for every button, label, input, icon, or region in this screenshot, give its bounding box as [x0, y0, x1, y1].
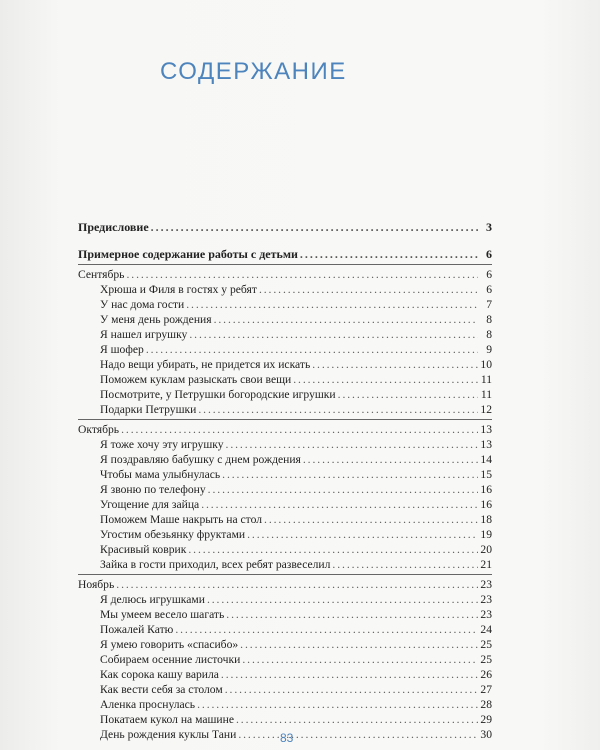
toc-entry [78, 452, 492, 467]
toc-entry [78, 557, 492, 572]
dot-leader [126, 267, 478, 282]
toc-entry-page: 12 [480, 403, 492, 416]
dot-leader [259, 282, 478, 297]
toc-sections [78, 267, 492, 742]
dot-leader [151, 220, 478, 235]
dot-leader [121, 422, 478, 437]
toc-entry [78, 467, 492, 482]
dot-leader [300, 247, 478, 262]
toc-entry [78, 387, 492, 402]
toc-entry [78, 712, 492, 727]
dot-leader [201, 497, 478, 512]
toc-entry-page: 25 [480, 653, 492, 666]
toc-entry [78, 697, 492, 712]
toc-entry-text: Угощение для зайца [100, 498, 200, 511]
toc-entry-page: 11 [480, 373, 492, 386]
toc-entry-text: Собираем осенние листочки [100, 653, 241, 666]
dot-leader [207, 592, 478, 607]
toc-entry-text: Надо вещи убирать, не придется их искать [100, 358, 311, 371]
dot-leader [146, 342, 478, 357]
toc-entry [78, 297, 492, 312]
toc-entry [78, 327, 492, 342]
toc-entry-page: 6 [486, 283, 492, 296]
dot-leader [338, 387, 478, 402]
dot-leader [188, 542, 478, 557]
toc-entry-page: 3 [486, 220, 492, 234]
dot-leader [264, 512, 478, 527]
dot-leader [332, 557, 478, 572]
toc-entry-text: Поможем Маше накрыть на стол [100, 513, 263, 526]
toc-entry-preface [78, 220, 492, 235]
toc-entry [78, 682, 492, 697]
toc-entry-page: 29 [480, 713, 492, 726]
toc-entry [78, 482, 492, 497]
toc-entry [78, 497, 492, 512]
toc-entry [78, 667, 492, 682]
toc-entry-text: Покатаем кукол на машине [100, 713, 234, 726]
toc-entry-page: 26 [480, 668, 492, 681]
dot-leader [240, 637, 478, 652]
dot-leader [221, 667, 478, 682]
page-title: СОДЕРЖАНИЕ [160, 58, 347, 85]
toc-entry-page: 13 [480, 423, 492, 436]
toc-entry-page: 27 [480, 683, 492, 696]
dot-leader [208, 482, 478, 497]
dot-leader [214, 312, 478, 327]
toc-entry [78, 312, 492, 327]
toc-section-heading [78, 422, 492, 437]
toc-entry-page: 7 [486, 298, 492, 311]
toc-entry-text: Мы умеем весело шагать [100, 608, 225, 621]
toc-entry-text: Хрюша и Филя в гостях у ребят [100, 283, 257, 296]
toc-section-heading [78, 267, 492, 282]
dot-leader [198, 402, 478, 417]
toc-entry [78, 512, 492, 527]
toc-entry-text: Пожалей Катю [100, 623, 174, 636]
toc-entry [78, 652, 492, 667]
dot-leader [116, 577, 478, 592]
toc-entry [78, 592, 492, 607]
toc-entry-text: Предисловие [78, 220, 149, 234]
toc-entry-text: Чтобы мама улыбнулась [100, 468, 221, 481]
toc-entry-page: 10 [480, 358, 492, 371]
dot-leader [186, 297, 478, 312]
toc-entry-text: Я умею говорить «спасибо» [100, 638, 239, 651]
divider [78, 574, 492, 575]
toc-entry-text: Аленка проснулась [100, 698, 196, 711]
toc-entry [78, 527, 492, 542]
toc-entry-page: 20 [480, 543, 492, 556]
divider [78, 419, 492, 420]
toc-entry-page: 23 [480, 593, 492, 606]
toc-entry-main-content [78, 247, 492, 262]
dot-leader [236, 712, 478, 727]
toc-entry-text: У нас дома гости [100, 298, 185, 311]
dot-leader [293, 372, 478, 387]
toc-entry-page: 23 [480, 608, 492, 621]
toc-entry-page: 13 [480, 438, 492, 451]
toc-entry-text: Угостим обезьянку фруктами [100, 528, 246, 541]
toc-entry-text: Подарки Петрушки [100, 403, 197, 416]
toc-entry [78, 282, 492, 297]
toc-entry-text: Я поздравляю бабушку с днем рождения [100, 453, 301, 466]
toc-entry-page: 16 [480, 498, 492, 511]
toc-entry [78, 372, 492, 387]
dot-leader [242, 652, 478, 667]
toc-entry-page: 21 [480, 558, 492, 571]
toc-entry-page: 24 [480, 623, 492, 636]
toc-entry-text: Я звоню по телефону [100, 483, 206, 496]
dot-leader [225, 682, 478, 697]
toc-entry-text: Октябрь [78, 423, 120, 436]
page-number: 83 [280, 731, 294, 745]
toc-entry-page: 8 [486, 313, 492, 326]
toc-entry-page: 6 [486, 268, 492, 281]
dot-leader [226, 437, 478, 452]
toc-entry-page: 15 [480, 468, 492, 481]
toc-entry [78, 622, 492, 637]
toc-entry-page: 19 [480, 528, 492, 541]
dot-leader [238, 727, 478, 742]
dot-leader [247, 527, 478, 542]
toc-entry-text: У меня день рождения [100, 313, 212, 326]
toc-entry-text: Я шофер [100, 343, 144, 356]
toc-section-heading [78, 577, 492, 592]
toc-entry-text: Сентябрь [78, 268, 125, 281]
toc-entry-page: 18 [480, 513, 492, 526]
dot-leader [222, 467, 478, 482]
toc-entry [78, 637, 492, 652]
toc-entry-text: Я нашел игрушку [100, 328, 188, 341]
toc-entry-page: 8 [486, 328, 492, 341]
table-of-contents [78, 220, 492, 742]
dot-leader [312, 357, 478, 372]
toc-entry [78, 607, 492, 622]
toc-entry-text: Как сорока кашу варила [100, 668, 219, 681]
toc-entry-page: 14 [480, 453, 492, 466]
toc-entry-page: 30 [480, 728, 492, 741]
dot-leader [175, 622, 478, 637]
toc-entry-text: Я тоже хочу эту игрушку [100, 438, 224, 451]
divider [78, 264, 492, 265]
toc-entry-text: Я делюсь игрушками [100, 593, 205, 606]
toc-entry-page: 23 [480, 578, 492, 591]
dot-leader [226, 607, 478, 622]
dot-leader [197, 697, 478, 712]
toc-entry-text: Красивый коврик [100, 543, 187, 556]
toc-entry [78, 342, 492, 357]
toc-entry-text: Примерное содержание работы с детьми [78, 247, 298, 261]
toc-entry [78, 402, 492, 417]
toc-entry-page: 6 [486, 247, 492, 261]
toc-entry [78, 357, 492, 372]
dot-leader [189, 327, 478, 342]
toc-entry-page: 16 [480, 483, 492, 496]
toc-entry-page: 28 [480, 698, 492, 711]
toc-entry-text: Посмотрите, у Петрушки богородские игрушки [100, 388, 336, 401]
toc-entry-page: 11 [480, 388, 492, 401]
dot-leader [303, 452, 478, 467]
toc-entry-text: Ноябрь [78, 578, 115, 591]
toc-entry-text: Поможем куклам разыскать свои вещи [100, 373, 292, 386]
toc-entry-text: Как вести себя за столом [100, 683, 223, 696]
toc-entry-text: День рождения куклы Тани [100, 728, 237, 741]
toc-entry-page: 9 [486, 343, 492, 356]
toc-entry-page: 25 [480, 638, 492, 651]
toc-entry [78, 437, 492, 452]
toc-entry-text: Зайка в гости приходил, всех ребят развеселил [100, 558, 331, 571]
toc-entry [78, 542, 492, 557]
